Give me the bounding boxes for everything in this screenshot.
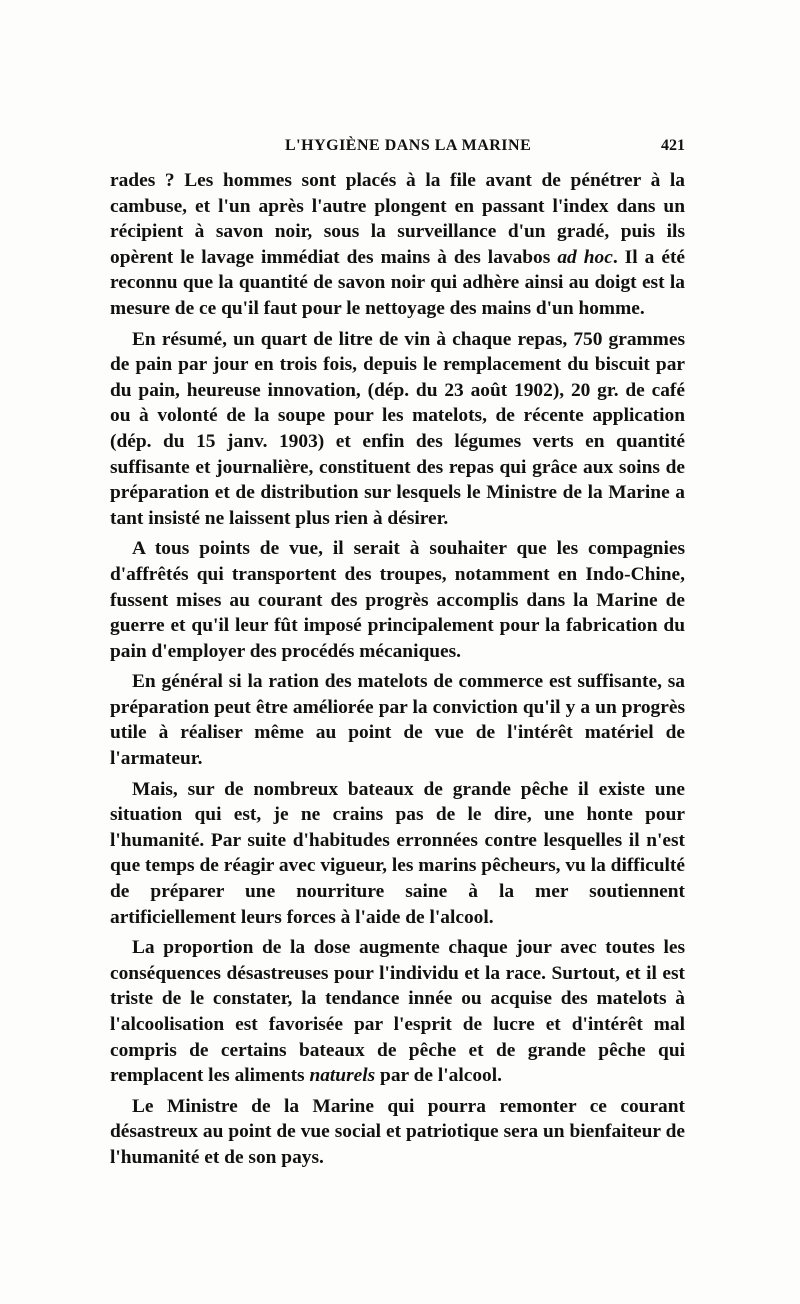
page-header [110,137,685,163]
paragraph-6-italic-naturels: naturels [309,1065,376,1087]
paragraph-7: Le Ministre de la Marine qui pourra remonter ce courant désastreux au point de vue social et patriotique sera un bienfaiteur de l'humanité et de son pays. [110,1095,685,1168]
paragraph-2: En résumé, un quart de litre de vin à chaque repas, 750 grammes de pain par jour en trois fois, depuis le remplacement du biscuit par du pain, heureuse innovation, (dép. du 23 août 1902), 20 gr. de café ou à volonté de la soupe pour les matelots, de récente application (dép. du 15 janv. 1903) et enfin des légumes verts en quantité suffisante et journalière, constituent des repas qui grâce aux soins de préparation et de distribution sur lesquels le Ministre de la Marine a tant insisté ne laissent plus rien à désirer. [110,328,685,529]
body-text [110,168,685,1176]
paragraph-4: En général si la ration des matelots de commerce est suffisante, sa préparation peut être améliorée par la conviction qu'il y a un progrès utile à réaliser même au point de vue de l'intérêt matériel de l'armateur. [110,671,685,770]
page-number: 421 [661,137,685,154]
running-title: L'HYGIÈNE DANS LA MARINE [285,137,532,154]
paragraph-1-text-a: rades ? Les hommes sont placés à la file avant de pénétrer à la cambuse, et l'un après l'autre plongent en passant l'index dans un récipient à savon noir, sous la surveillance d'un gradé, puis ils opèrent le lavage immédiat des mains à des lavabos [110,170,685,268]
paragraph-6 [110,935,685,1089]
paragraph-5: Mais, sur de nombreux bateaux de grande pêche il existe une situation qui est, je ne crains pas de le dire, une honte pour l'humanité. Par suite d'habitudes erronnées contre lesquelles il n'est que temps de réagir avec vigueur, les marins pêcheurs, vu la difficulté de préparer une nourriture saine à la mer soutiennent artificiellement leurs forces à l'aide de l'alcool. [110,778,685,928]
paragraph-6-text-b: par de l'alcool. [375,1065,502,1087]
paragraph-6-text-a: La proportion de la dose augmente chaque jour avec toutes les conséquences désastreuses pour l'individu et la race. Surtout, et il est triste de le constater, la tendance innée ou acquise des matelots à l'alcoolisation est favorisée par l'esprit de lucre et d'intérêt mal compris de certains bateaux de pêche et de grande pêche qui remplacent les aliments [110,937,685,1087]
paragraph-1-text-b: . Il a été reconnu que la quantité de savon noir qui adhère ainsi au doigt est la mesure de ce qu'il faut pour le nettoyage des mains d'un homme. [110,246,686,319]
paragraph-3: A tous points de vue, il serait à souhaiter que les compagnies d'affrêtés qui transportent des troupes, notamment en Indo-Chine, fussent mises au courant des progrès accomplis dans la Marine de guerre et qu'il leur fût imposé principalement pour la fabrication du pain d'employer des procédés mécaniques. [110,538,685,662]
paragraph-1 [110,168,685,322]
paragraph-1-italic-ad-hoc: ad hoc [557,246,613,268]
